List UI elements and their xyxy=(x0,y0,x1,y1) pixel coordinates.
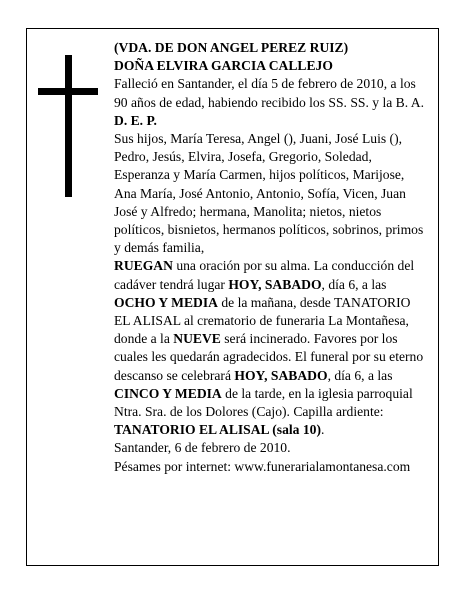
time-text-3: CINCO Y MEDIA xyxy=(114,385,222,401)
cross-vertical-bar xyxy=(65,55,72,197)
dep-line: D. E. P. xyxy=(114,112,157,128)
request-text-6: de la tarde, en la iglesia parroquial Ntra. Sra. de los Dolores (Cajo). Capilla ardiente: xyxy=(114,385,413,420)
request-text-3: de la mañana, desde TANATORIO EL ALISAL al crematorio de funeraria La Montañesa, donde a la xyxy=(114,294,411,347)
request-text-7: . xyxy=(320,422,325,438)
cross-icon xyxy=(38,55,98,197)
day-text-2: HOY, SABADO xyxy=(234,367,328,383)
day-text-1: HOY, SABADO xyxy=(228,276,322,292)
request-text-4: será incinerado. Favores por los cuales les quedarán agradecidos. El funeral por su eterno descanso se celebrará xyxy=(114,331,424,383)
widow-header: (VDA. DE DON ANGEL PEREZ RUIZ) xyxy=(114,40,349,55)
place-date: Santander, 6 de febrero de 2010. xyxy=(114,440,291,456)
chapel-location: TANATORIO EL ALISAL (sala 10) xyxy=(114,422,321,438)
cross-horizontal-bar xyxy=(38,88,98,95)
request-text-5: , día 6, a las xyxy=(327,367,393,383)
time-text-2: NUEVE xyxy=(173,331,221,347)
ruegan-text: RUEGAN xyxy=(114,258,173,274)
obituary-text xyxy=(114,39,424,476)
request-text-1: una oración por su alma. La conducción del cadáver tendrá lugar xyxy=(114,258,415,292)
request-text-2: , día 6, a las xyxy=(321,276,387,292)
death-statement: Falleció en Santander, el día 5 de febrero de 2010, a los 90 años de edad, habiendo recibido los SS. SS. y la B. A. xyxy=(114,76,424,110)
family-list: Sus hijos, María Teresa, Angel (), Juani, José Luis (), Pedro, Jesús, Elvira, Josefa, Gregorio, Soledad, Esperanza y María Carmen, hijos políticos, Marijose, Ana María, José Antonio, Antonio, Sofía, Vicen, Juan José y Alfredo; hermana, Manolita; nietos, nietos políticos, bisnietos, hermanos políticos, sobrinos, primos y demás familia, xyxy=(114,131,424,256)
deceased-name: DOÑA ELVIRA GARCIA CALLEJO xyxy=(114,58,333,74)
funeral-request xyxy=(114,257,424,439)
condolences-line: Pésames por internet: www.funerarialamontanesa.com xyxy=(114,458,411,474)
time-text-1: OCHO Y MEDIA xyxy=(114,294,218,310)
